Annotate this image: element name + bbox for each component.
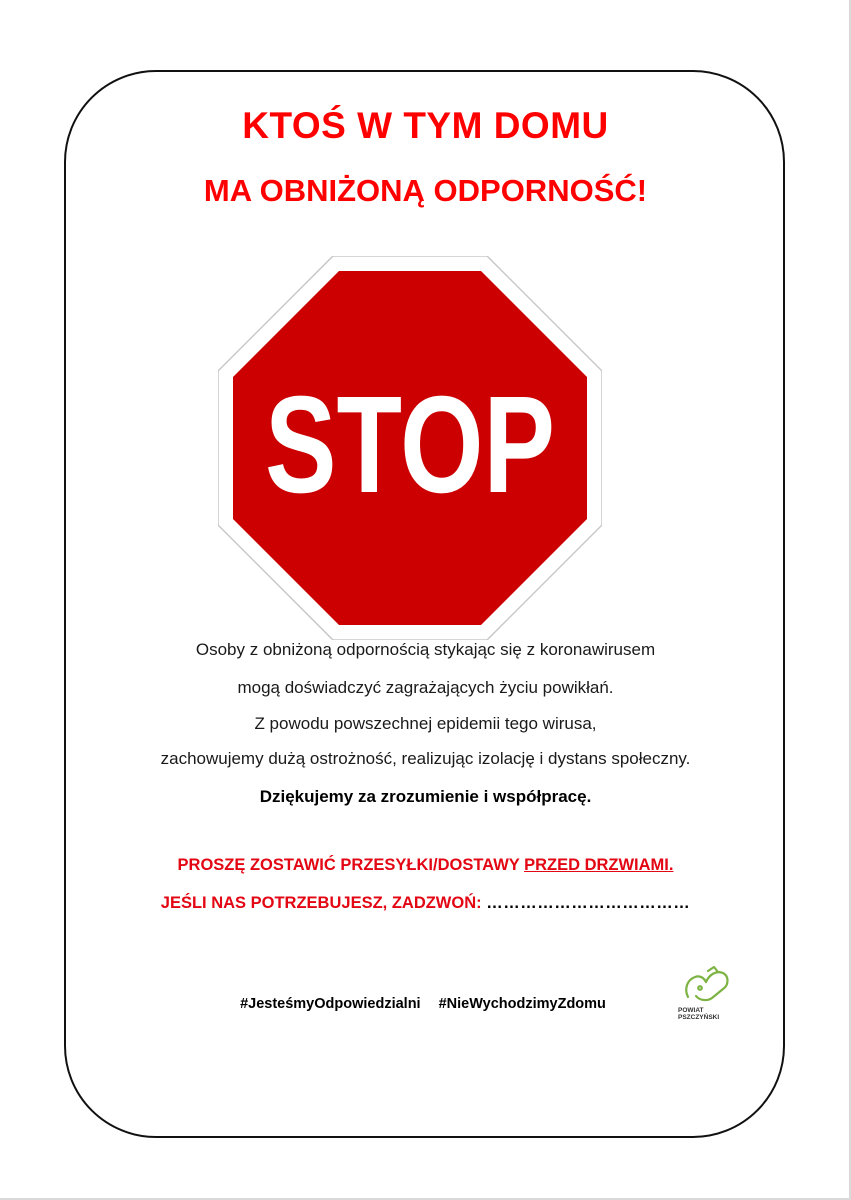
delivery-notice: [0, 856, 851, 875]
logo-text-line1: POWIAT: [678, 1007, 704, 1014]
stop-sign-icon: [218, 256, 602, 640]
body-line: mogą doświadczyć zagrażających życiu powikłań.: [237, 678, 614, 697]
body-line: Z powodu powszechnej epidemii tego wirusa,: [254, 714, 597, 733]
body-line: Osoby z obniżoną odpornością stykając się z koronawirusem: [195, 640, 656, 659]
body-line: zachowujemy dużą ostrożność, realizując izolację i dystans społeczny.: [160, 749, 691, 768]
county-logo-icon: [678, 965, 740, 1005]
hashtag-responsible: #JesteśmyOdpowiedzialni: [240, 996, 421, 1012]
logo-text-line2: PSZCZYŃSKI: [678, 1014, 720, 1021]
poster-title-line1: KTOŚ W TYM DOMU: [242, 105, 609, 146]
poster-title-line2: MA OBNIŻONĄ ODPORNOŚĆ!: [203, 173, 648, 208]
hashtag-stay-home: #NieWychodzimyZdomu: [438, 996, 606, 1012]
county-logo: [678, 965, 740, 1040]
thank-you-line: Dziękujemy za zrozumienie i współpracę.: [259, 787, 592, 806]
hashtags: [180, 996, 666, 1012]
stop-sign-text: STOP: [265, 368, 555, 522]
delivery-notice-emphasis: PRZED DRZWIAMI.: [524, 856, 674, 874]
delivery-notice-text: PROSZĘ ZOSTAWIĆ PRZESYŁKI/DOSTAWY: [177, 856, 525, 874]
call-notice: [0, 894, 851, 913]
call-notice-text: JEŚLI NAS POTRZEBUJESZ, ZADZWOŃ:: [160, 894, 487, 912]
phone-blank: ………………………………: [486, 894, 691, 912]
